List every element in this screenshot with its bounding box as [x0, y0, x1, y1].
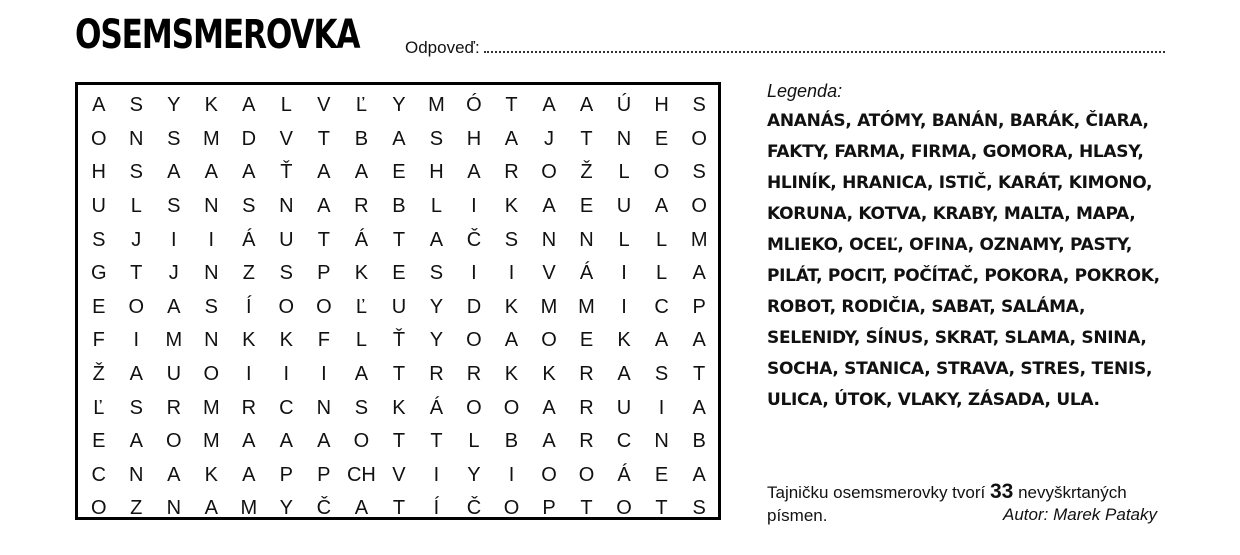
grid-cell[interactable]: I: [471, 195, 477, 218]
grid-cell[interactable]: Y: [279, 497, 293, 520]
grid-cell[interactable]: A: [317, 195, 331, 218]
grid-cell[interactable]: T: [655, 497, 668, 520]
grid-cell[interactable]: M: [202, 127, 220, 150]
grid-cell[interactable]: S: [279, 262, 293, 285]
grid-cell[interactable]: Ľ: [355, 94, 367, 117]
grid-cell[interactable]: K: [204, 463, 218, 486]
answer-line: [405, 36, 1165, 58]
grid-cell[interactable]: Y: [429, 329, 444, 352]
grid-cell[interactable]: Ú: [616, 94, 632, 117]
grid-row: [80, 89, 718, 123]
grid-row: [80, 358, 718, 392]
grid-cell[interactable]: O: [653, 161, 670, 184]
word-search-grid: [75, 82, 721, 520]
grid-cell[interactable]: E: [579, 329, 594, 352]
grid-cell[interactable]: B: [504, 430, 519, 453]
grid-cell[interactable]: A: [467, 161, 481, 184]
grid-cell[interactable]: Č: [466, 497, 482, 520]
grid-cell[interactable]: S: [692, 161, 706, 184]
grid-cell[interactable]: Č: [316, 497, 332, 520]
grid-cell[interactable]: H: [91, 161, 106, 184]
grid-cell[interactable]: O: [691, 195, 707, 218]
grid-cell[interactable]: V: [542, 262, 556, 285]
grid-cell[interactable]: T: [130, 262, 143, 285]
grid-cell[interactable]: N: [204, 195, 219, 218]
word-list-line: HLINÍK, HRANICA, ISTIČ, KARÁT, KIMONO,: [767, 173, 1153, 193]
grid-cell[interactable]: M: [240, 497, 258, 520]
grid-cell[interactable]: I: [471, 262, 477, 285]
grid-cell[interactable]: N: [204, 329, 219, 352]
grid-cell[interactable]: O: [90, 497, 107, 520]
grid-cell[interactable]: S: [354, 396, 369, 419]
footer-text-after: nevyškrtaných písmen.: [767, 483, 1127, 525]
grid-cell[interactable]: O: [278, 295, 295, 318]
grid-cell[interactable]: M: [578, 295, 595, 318]
grid-cell[interactable]: S: [504, 228, 519, 251]
grid-cell[interactable]: L: [618, 161, 630, 184]
grid-cell[interactable]: R: [579, 363, 594, 386]
answer-blank[interactable]: [484, 47, 1165, 53]
grid-cell[interactable]: J: [543, 127, 554, 150]
grid-cell[interactable]: O: [90, 127, 107, 150]
letter-table: [80, 89, 718, 526]
grid-cell[interactable]: Č: [466, 228, 482, 251]
grid-cell[interactable]: T: [580, 497, 593, 520]
grid-cell[interactable]: O: [541, 463, 557, 486]
grid-cell[interactable]: M: [202, 396, 220, 419]
grid-cell[interactable]: U: [616, 195, 632, 218]
grid-cell[interactable]: A: [129, 363, 143, 386]
grid-cell[interactable]: O: [503, 396, 520, 419]
grid-cell[interactable]: S: [242, 195, 256, 218]
grid-cell[interactable]: T: [392, 497, 406, 520]
word-list-line: SOCHA, STANICA, STRAVA, STRES, TENIS,: [767, 359, 1153, 379]
grid-cell[interactable]: K: [354, 262, 369, 285]
grid-cell[interactable]: O: [466, 329, 482, 352]
grid-cell[interactable]: K: [204, 94, 218, 117]
grid-cell[interactable]: C: [279, 396, 294, 419]
grid-cell[interactable]: E: [92, 295, 106, 318]
grid-cell[interactable]: A: [542, 94, 556, 117]
grid-cell[interactable]: S: [129, 161, 143, 184]
grid-cell[interactable]: A: [692, 396, 706, 419]
grid-cell[interactable]: A: [204, 161, 218, 184]
grid-cell[interactable]: N: [654, 430, 669, 453]
grid-cell[interactable]: T: [580, 127, 593, 150]
grid-cell[interactable]: K: [242, 329, 256, 352]
grid-cell[interactable]: R: [429, 363, 444, 386]
grid-cell[interactable]: B: [692, 430, 706, 453]
grid-cell[interactable]: P: [317, 262, 331, 285]
grid-cell[interactable]: K: [617, 329, 631, 352]
grid-cell[interactable]: O: [578, 463, 595, 486]
grid-cell[interactable]: K: [504, 195, 519, 218]
grid-cell[interactable]: A: [242, 94, 256, 117]
grid-cell[interactable]: C: [654, 295, 669, 318]
grid-row: [80, 459, 718, 493]
word-list-line: KORUNA, KOTVA, KRABY, MALTA, MAPA,: [767, 204, 1136, 224]
grid-cell[interactable]: B: [392, 195, 406, 218]
grid-cell[interactable]: A: [242, 161, 256, 184]
grid-cell[interactable]: Á: [429, 396, 444, 419]
grid-cell[interactable]: E: [579, 195, 594, 218]
grid-cell[interactable]: U: [91, 195, 106, 218]
grid-cell[interactable]: Á: [617, 463, 631, 486]
word-list-line: ULICA, ÚTOK, VLAKY, ZÁSADA, ULA.: [767, 390, 1100, 410]
grid-cell[interactable]: R: [579, 430, 594, 453]
grid-row: [80, 223, 718, 257]
grid-cell[interactable]: N: [316, 396, 332, 419]
grid-cell[interactable]: N: [541, 228, 557, 251]
grid-cell[interactable]: V: [392, 463, 406, 486]
grid-cell[interactable]: E: [92, 430, 106, 453]
remaining-letter-count: 33: [989, 480, 1014, 503]
legend-title: Legenda:: [767, 81, 843, 101]
grid-row: [80, 324, 718, 358]
grid-cell[interactable]: A: [167, 161, 181, 184]
grid-cell[interactable]: A: [504, 329, 519, 352]
grid-cell[interactable]: S: [204, 295, 218, 318]
grid-cell[interactable]: K: [504, 295, 519, 318]
grid-cell[interactable]: Y: [467, 463, 481, 486]
grid-cell[interactable]: P: [542, 497, 556, 520]
word-list-line: PILÁT, POCIT, POČÍTAČ, POKORA, POKROK,: [767, 266, 1160, 286]
grid-cell[interactable]: U: [616, 396, 632, 419]
word-list-line: ANANÁS, ATÓMY, BANÁN, BARÁK, ČIARA,: [767, 111, 1149, 131]
grid-cell[interactable]: I: [246, 363, 252, 386]
grid-cell[interactable]: A: [654, 195, 669, 218]
grid-cell[interactable]: S: [167, 127, 181, 150]
grid-cell[interactable]: I: [133, 329, 140, 352]
grid-cell[interactable]: F: [317, 329, 330, 352]
grid-cell[interactable]: O: [353, 430, 370, 453]
grid-cell[interactable]: Á: [579, 262, 594, 285]
grid-cell[interactable]: R: [241, 396, 257, 419]
grid-cell[interactable]: A: [692, 463, 706, 486]
grid-cell[interactable]: S: [692, 497, 706, 520]
grid-cell[interactable]: T: [392, 228, 406, 251]
grid-cell[interactable]: A: [92, 94, 106, 117]
grid-cell[interactable]: S: [654, 363, 669, 386]
grid-cell[interactable]: O: [203, 363, 220, 386]
grid-cell[interactable]: O: [541, 161, 557, 184]
grid-cell[interactable]: N: [166, 497, 182, 520]
grid-cell[interactable]: B: [354, 127, 369, 150]
grid-row: [80, 257, 718, 291]
grid-cell[interactable]: Y: [392, 94, 406, 117]
grid-cell[interactable]: U: [166, 363, 182, 386]
grid-cell[interactable]: A: [317, 430, 331, 453]
grid-cell[interactable]: O: [616, 497, 632, 520]
grid-cell[interactable]: C: [91, 463, 106, 486]
grid-cell[interactable]: Y: [167, 94, 181, 117]
grid-cell[interactable]: S: [92, 228, 106, 251]
grid-cell[interactable]: Z: [242, 262, 255, 285]
word-list-line: SELENIDY, SÍNUS, SKRAT, SLAMA, SNINA,: [767, 328, 1147, 348]
grid-cell[interactable]: A: [542, 396, 556, 419]
grid-cell[interactable]: T: [693, 363, 706, 386]
grid-cell[interactable]: T: [317, 127, 330, 150]
grid-cell[interactable]: A: [617, 363, 631, 386]
grid-cell[interactable]: A: [167, 463, 181, 486]
grid-cell[interactable]: CH: [346, 463, 376, 486]
grid-cell[interactable]: R: [579, 396, 594, 419]
grid-cell[interactable]: E: [392, 262, 406, 285]
grid-cell[interactable]: A: [429, 228, 444, 251]
grid-cell[interactable]: S: [167, 195, 181, 218]
grid-cell[interactable]: I: [508, 262, 515, 285]
grid-cell[interactable]: O: [541, 329, 557, 352]
grid-cell[interactable]: L: [655, 228, 668, 251]
grid-cell[interactable]: L: [430, 195, 442, 218]
word-list-line: FAKTY, FARMA, FIRMA, GOMORA, HLASY,: [767, 142, 1144, 162]
grid-row: [80, 156, 718, 190]
grid-cell[interactable]: I: [208, 228, 215, 251]
grid-cell[interactable]: Y: [429, 295, 444, 318]
grid-row: [80, 123, 718, 157]
grid-cell[interactable]: H: [654, 94, 669, 117]
grid-cell[interactable]: V: [317, 94, 331, 117]
grid-cell[interactable]: C: [616, 430, 632, 453]
grid-cell[interactable]: S: [129, 94, 143, 117]
grid-cell[interactable]: Ž: [92, 363, 105, 386]
grid-cell[interactable]: E: [654, 463, 669, 486]
grid-cell[interactable]: A: [392, 127, 406, 150]
grid-cell[interactable]: R: [466, 363, 482, 386]
grid-cell[interactable]: D: [241, 127, 257, 150]
grid-cell[interactable]: U: [279, 228, 294, 251]
grid-cell[interactable]: A: [279, 430, 293, 453]
grid-cell[interactable]: N: [129, 463, 144, 486]
grid-cell[interactable]: N: [616, 127, 632, 150]
grid-cell[interactable]: L: [280, 94, 292, 117]
grid-cell[interactable]: K: [392, 396, 406, 419]
grid-row: [80, 391, 718, 425]
grid-cell[interactable]: A: [504, 127, 519, 150]
grid-cell[interactable]: A: [242, 430, 256, 453]
grid-cell[interactable]: H: [429, 161, 444, 184]
grid-cell[interactable]: M: [690, 228, 708, 251]
grid-cell[interactable]: I: [621, 262, 627, 285]
grid-cell[interactable]: S: [692, 94, 706, 117]
grid-cell[interactable]: S: [429, 262, 444, 285]
grid-cell[interactable]: O: [691, 127, 707, 150]
grid-cell[interactable]: A: [204, 497, 218, 520]
grid-cell[interactable]: I: [508, 463, 515, 486]
grid-cell[interactable]: Ť: [280, 161, 293, 184]
grid-cell[interactable]: A: [167, 295, 181, 318]
grid-cell[interactable]: P: [279, 463, 293, 486]
grid-cell[interactable]: P: [692, 295, 706, 318]
grid-cell[interactable]: S: [129, 396, 143, 419]
puzzle-title: OSEMSMEROVKA: [75, 12, 360, 58]
grid-row: [80, 190, 718, 224]
grid-row: [80, 492, 718, 526]
grid-cell[interactable]: A: [242, 463, 256, 486]
grid-cell[interactable]: N: [579, 228, 594, 251]
grid-cell[interactable]: Ž: [580, 161, 593, 184]
grid-cell[interactable]: L: [355, 329, 367, 352]
grid-cell[interactable]: I: [621, 295, 627, 318]
grid-cell[interactable]: A: [542, 195, 556, 218]
grid-cell[interactable]: V: [279, 127, 293, 150]
grid-cell[interactable]: M: [428, 94, 445, 117]
grid-cell[interactable]: L: [130, 195, 142, 218]
grid-cell[interactable]: A: [692, 329, 706, 352]
grid-cell[interactable]: N: [279, 195, 294, 218]
grid-cell[interactable]: R: [354, 195, 369, 218]
grid-cell[interactable]: A: [654, 329, 669, 352]
grid-cell[interactable]: K: [279, 329, 293, 352]
grid-cell[interactable]: A: [354, 363, 369, 386]
grid-row: [80, 291, 718, 325]
grid-cell[interactable]: A: [692, 262, 706, 285]
grid-cell[interactable]: O: [316, 295, 332, 318]
grid-cell[interactable]: A: [542, 430, 556, 453]
grid-cell[interactable]: N: [204, 262, 219, 285]
grid-cell[interactable]: Í: [246, 295, 252, 318]
grid-cell[interactable]: M: [202, 430, 220, 453]
grid-cell[interactable]: I: [321, 363, 327, 386]
grid-cell[interactable]: R: [504, 161, 519, 184]
word-list-line: ROBOT, RODIČIA, SABAT, SALÁMA,: [767, 297, 1086, 317]
grid-cell[interactable]: A: [317, 161, 331, 184]
grid-cell[interactable]: N: [129, 127, 144, 150]
grid-cell[interactable]: Ľ: [355, 295, 367, 318]
grid-cell[interactable]: L: [618, 228, 630, 251]
grid-cell[interactable]: Á: [242, 228, 256, 251]
grid-cell[interactable]: O: [466, 396, 482, 419]
grid-cell[interactable]: Ľ: [93, 396, 105, 419]
grid-cell[interactable]: M: [540, 295, 558, 318]
grid-cell[interactable]: Á: [354, 228, 369, 251]
grid-cell[interactable]: Í: [433, 497, 440, 520]
grid-cell[interactable]: Ť: [392, 329, 406, 352]
grid-cell[interactable]: G: [90, 262, 107, 285]
grid-cell[interactable]: T: [317, 228, 330, 251]
grid-cell[interactable]: E: [654, 127, 669, 150]
footer-text-before: Tajničku osemsmerovky tvorí: [767, 483, 986, 502]
grid-cell[interactable]: I: [433, 463, 440, 486]
grid-cell[interactable]: F: [92, 329, 105, 352]
grid-cell[interactable]: Ó: [466, 94, 482, 117]
grid-cell[interactable]: O: [166, 430, 182, 453]
grid-cell[interactable]: E: [392, 161, 406, 184]
grid-cell[interactable]: Z: [130, 497, 143, 520]
author-credit: Autor: Marek Pataky: [1003, 505, 1158, 524]
grid-cell[interactable]: R: [166, 396, 182, 419]
word-list: [767, 106, 1197, 416]
grid-cell[interactable]: U: [391, 295, 407, 318]
grid-cell[interactable]: K: [542, 363, 556, 386]
answer-label: Odpoveď:: [405, 38, 480, 57]
grid-cell[interactable]: H: [466, 127, 482, 150]
grid-cell[interactable]: A: [579, 94, 594, 117]
grid-cell[interactable]: K: [504, 363, 519, 386]
grid-cell[interactable]: T: [430, 430, 443, 453]
grid-cell[interactable]: M: [165, 329, 183, 352]
grid-cell[interactable]: J: [131, 228, 142, 251]
grid-cell[interactable]: L: [468, 430, 480, 453]
grid-cell[interactable]: J: [168, 262, 179, 285]
grid-cell[interactable]: D: [466, 295, 482, 318]
grid-cell[interactable]: O: [503, 497, 520, 520]
grid-cell[interactable]: A: [354, 497, 369, 520]
word-list-line: MLIEKO, OCEĽ, OFINA, OZNAMY, PASTY,: [767, 235, 1133, 255]
grid-row: [80, 425, 718, 459]
grid-cell[interactable]: T: [392, 363, 406, 386]
grid-cell[interactable]: A: [129, 430, 143, 453]
grid-cell[interactable]: O: [128, 295, 145, 318]
grid-cell[interactable]: A: [354, 161, 369, 184]
grid-cell[interactable]: P: [317, 463, 331, 486]
grid-cell[interactable]: T: [392, 430, 406, 453]
grid-cell[interactable]: I: [171, 228, 177, 251]
grid-cell[interactable]: I: [283, 363, 290, 386]
grid-cell[interactable]: T: [505, 94, 518, 117]
grid-cell[interactable]: S: [429, 127, 444, 150]
grid-cell[interactable]: I: [658, 396, 665, 419]
grid-cell[interactable]: L: [655, 262, 668, 285]
